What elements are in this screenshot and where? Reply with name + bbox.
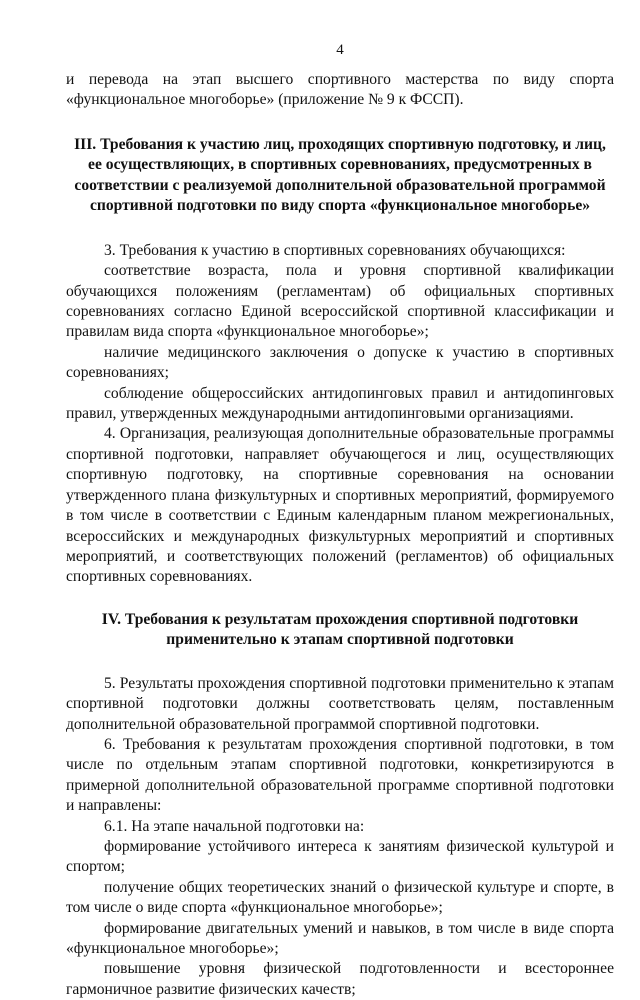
list-item: соответствие возраста, пола и уровня спортивной квалификации обучающихся положениям (регламентам) об официальных спортивных соревнованиях согласно Единой всероссийской спортивной классификации и правилам вида спорта «функциональное многоборье»; xyxy=(66,262,614,341)
paragraph-4: 4. Организация, реализующая дополнительные образовательные программы спортивной подготовки, направляет обучающегося и лиц, осуществляющих спортивную подготовку, на спортивные соревнования на основании утвержденного плана физкультурных и спортивных мероприятий, формируемого в том числе в соответствии с Единым календарным планом межрегиональных, всероссийских и международных физкультурных мероприятий и спортивных мероприятий, и соответствующих положений (регламентов) об официальных спортивных соревнованиях. xyxy=(66,425,614,586)
list-item: повышение уровня физической подготовленности и всестороннее гармоничное развитие физических качеств; xyxy=(66,960,614,998)
section-3-heading: III. Требования к участию лиц, проходящих спортивную подготовку, и лиц, ее осуществляющих, в спортивных соревнованиях, предусмотренных в соответствии с реализуемой дополнительной образовательной программой спортивной подготовки по виду спорта «функциональное многоборье» xyxy=(74,135,606,215)
paragraph-continuation: и перевода на этап высшего спортивного мастерства по виду спорта «функциональное многоборье» (приложение № 9 к ФССП). xyxy=(66,71,614,109)
list-item: наличие медицинского заключения о допуске к участию в спортивных соревнованиях; xyxy=(66,343,614,382)
section-4-heading: IV. Требования к результатам прохождения спортивной подготовки применительно к этапам спортивной подготовки xyxy=(101,610,579,649)
list-item: получение общих теоретических знаний о физической культуре и спорте, в том числе о виде спорта «функциональное многоборье»; xyxy=(66,878,614,917)
list-item: соблюдение общероссийских антидопинговых правил и антидопинговых правил, утвержденных международными антидопинговыми организациями. xyxy=(66,384,614,423)
page-number: 4 xyxy=(336,42,344,58)
paragraph-5: 5. Результаты прохождения спортивной подготовки применительно к этапам спортивной подготовки должны соответствовать целям, поставленным дополнительной образовательной программой спортивной подготовки. xyxy=(66,674,614,733)
paragraph-6-1: 6.1. На этапе начальной подготовки на: xyxy=(104,817,365,835)
paragraph-3: 3. Требования к участию в спортивных соревнованиях обучающихся: xyxy=(104,241,566,259)
list-item: формирование устойчивого интереса к занятиям физической культурой и спортом; xyxy=(66,837,614,876)
list-item: формирование двигательных умений и навыков, в том числе в виде спорта «функциональное многоборье»; xyxy=(66,919,614,957)
paragraph-6: 6. Требования к результатам прохождения спортивной подготовки, в том числе по отдельным этапам спортивной подготовки, конкретизируются в примерной дополнительной образовательной программе спортивной подготовки и направлены: xyxy=(66,735,614,815)
